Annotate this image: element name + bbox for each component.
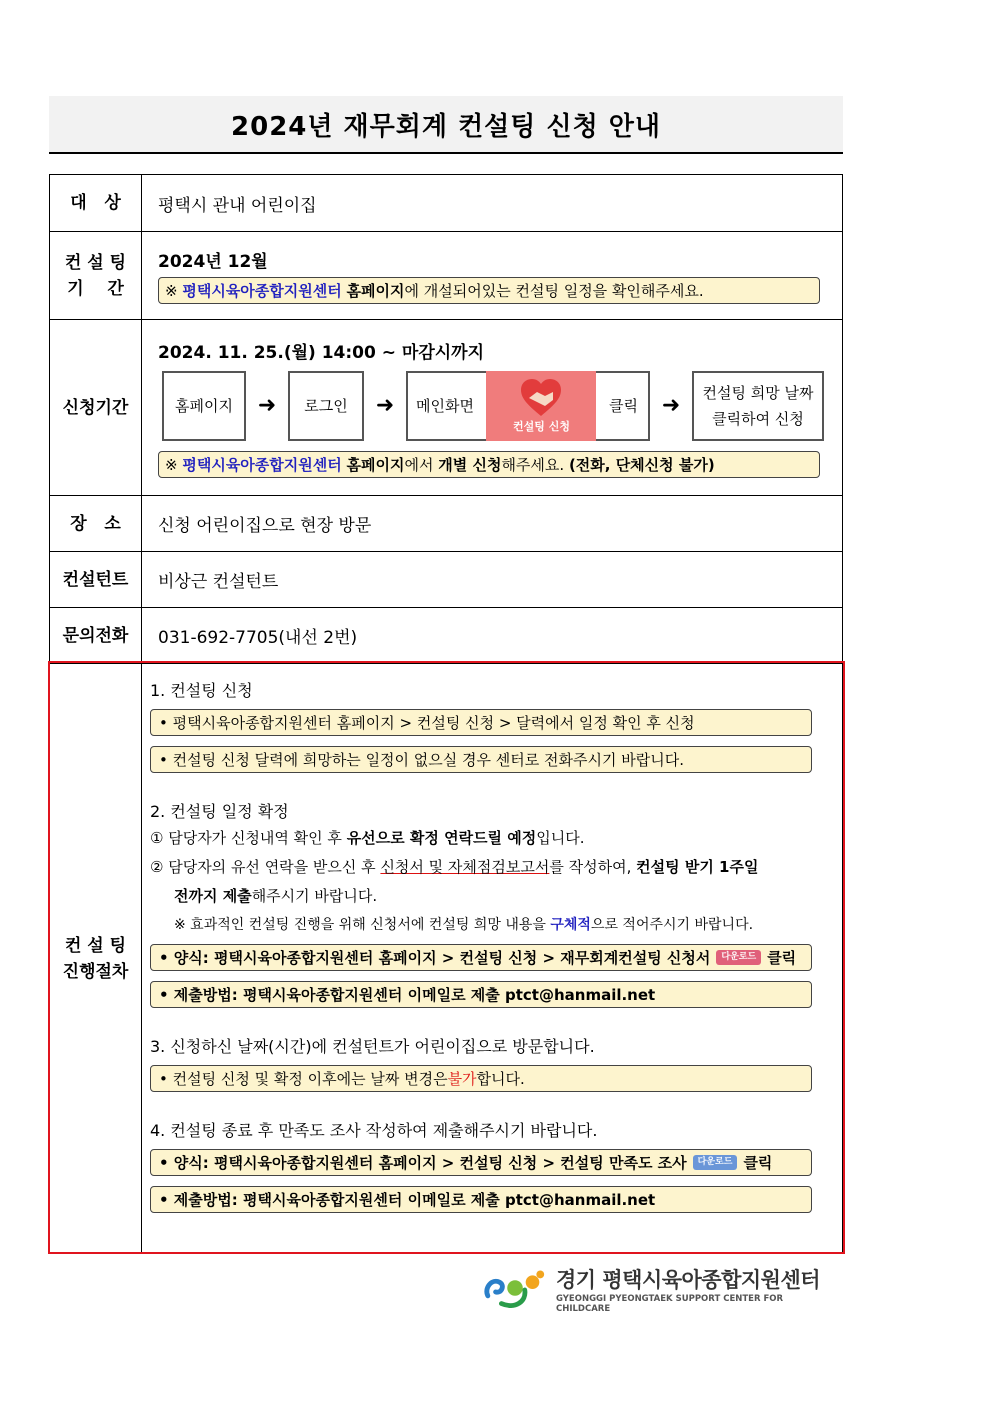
download-badge-2[interactable]: 다운로드 (693, 1155, 738, 1170)
step3-pill1 (150, 1065, 812, 1092)
apply-note-mid: 에서 (404, 455, 439, 474)
flow-click-label: 클릭 (609, 397, 638, 415)
label-place: 장 소 (50, 496, 142, 552)
step2-title: 2. 컨설팅 일정 확정 (150, 802, 289, 821)
title-bar (49, 96, 843, 154)
flow-main-screen (406, 371, 650, 441)
row-period (50, 232, 843, 320)
step3-pill1-b: 불가 (447, 1070, 477, 1088)
row-consultant (50, 552, 843, 608)
step1-pill1: • 평택시육아종합지원센터 홈페이지 > 컨설팅 신청 > 달력에서 일정 확인 후 신청 (150, 709, 812, 736)
value-consultant: 비상근 컨설턴트 (142, 552, 843, 608)
step4-pill1-click: 클릭 (743, 1154, 773, 1172)
step1-pill2: • 컨설팅 신청 달력에 희망하는 일정이 없으실 경우 센터로 전화주시기 바랍니다. (150, 746, 812, 773)
step2-pill1 (150, 944, 812, 971)
step3-title: 3. 신청하신 날짜(시간)에 컨설턴트가 어린이집으로 방문합니다. (150, 1037, 595, 1056)
step2-pill1-click: 클릭 (767, 949, 797, 967)
apply-note-bold: 개별 신청 (438, 455, 502, 474)
step4-pill1-text: • 양식: 평택시육아종합지원센터 홈페이지 > 컨설팅 신청 > 컨설팅 만족도 조사 (159, 1154, 687, 1172)
apply-note-rest: 해주세요. (501, 455, 569, 474)
step3-pill1-a: • 컨설팅 신청 및 확정 이후에는 날짜 변경은 (159, 1070, 448, 1088)
label-period-line1: 컨 설 팅 (64, 252, 127, 273)
flow-select-line1: 컨설팅 희망 날짜 (702, 383, 814, 402)
footer-text (556, 1264, 832, 1314)
step4-pill2: • 제출방법: 평택시육아종합지원센터 이메일로 제출 ptct@hanmail.net (150, 1186, 812, 1213)
step2-line2-a: ② 담당자의 유선 연락을 받으신 후 (150, 858, 381, 876)
period-note-homepage: 홈페이지 (346, 282, 405, 300)
label-target: 대 상 (50, 175, 142, 232)
heart-handshake-icon (519, 378, 563, 418)
step4-title: 4. 컨설팅 종료 후 만족도 조사 작성하여 제출해주시기 바랍니다. (150, 1121, 598, 1140)
value-phone: 031-692-7705(내선 2번) (142, 608, 843, 664)
label-period (50, 232, 142, 320)
apply-date: 2024. 11. 25.(월) 14:00 ~ 마감시까지 (158, 342, 485, 363)
apply-note-center: 평택시육아종합지원센터 (182, 455, 342, 474)
download-badge-1[interactable]: 다운로드 (716, 950, 761, 965)
flow-select-line2: 클릭하여 신청 (712, 409, 804, 428)
period-note-prefix: ※ (165, 282, 183, 300)
label-procedure-line2: 진행절차 (62, 961, 129, 982)
value-period (142, 232, 843, 320)
step2-line2 (150, 853, 836, 882)
step2-line3 (150, 882, 836, 911)
apply-note (158, 451, 820, 478)
step2-line2-c: 를 작성하여, (549, 858, 637, 876)
label-procedure-line1: 컨 설 팅 (64, 935, 127, 956)
row-target (50, 175, 843, 232)
value-target: 평택시 관내 어린이집 (142, 175, 843, 232)
consulting-banner (486, 371, 596, 441)
label-period-line2: 기 간 (67, 278, 124, 299)
flow-select-date (692, 371, 824, 441)
step2-pill1-text: • 양식: 평택시육아종합지원센터 홈페이지 > 컨설팅 신청 > 재무회계컨설팅 신청서 (159, 949, 711, 967)
step2-line1 (150, 824, 836, 853)
step2-line1-c: 입니다. (536, 829, 585, 847)
step2-line4-a: ※ 효과적인 컨설팅 진행을 위해 신청서에 컨설팅 희망 내용을 (174, 917, 551, 933)
flow-login: 로그인 (288, 371, 364, 441)
label-consultant: 컨설턴트 (50, 552, 142, 608)
step2-line1-a: ① 담당자가 신청내역 확인 후 (150, 829, 347, 847)
period-note (158, 277, 820, 304)
apply-flow (162, 371, 841, 441)
step4-pill1 (150, 1149, 812, 1176)
banner-text: 컨설팅 신청 (513, 419, 570, 433)
period-note-center: 평택시육아종합지원센터 (182, 282, 342, 300)
step2-line4 (150, 911, 836, 940)
value-apply (142, 320, 843, 496)
apply-note-paren: (전화, 단체신청 불가) (568, 455, 715, 474)
flow-main-label: 메인화면 (416, 397, 474, 415)
step2-line2-d: 컨설팅 받기 1주일 (636, 858, 759, 876)
step2-line4-b: 구체적 (550, 917, 591, 933)
label-apply: 신청기간 (50, 320, 142, 496)
footer-english: GYEONGGI PYEONGTAEK SUPPORT CENTER FOR CHILDCARE (555, 1294, 784, 1314)
value-place: 신청 어린이집으로 현장 방문 (142, 496, 843, 552)
flow-homepage: 홈페이지 (162, 371, 246, 441)
row-apply (50, 320, 843, 496)
footer-name: 경기 평택시육아종합지원센터 (555, 1268, 821, 1292)
period-note-rest: 에 개설되어있는 컨설팅 일정을 확인해주세요. (404, 282, 704, 300)
info-table (49, 174, 843, 1254)
row-procedure (50, 664, 843, 1254)
step2-pill2: • 제출방법: 평택시육아종합지원센터 이메일로 제출 ptct@hanmail.net (150, 981, 812, 1008)
apply-note-homepage: 홈페이지 (346, 455, 405, 474)
label-procedure (50, 664, 142, 1254)
row-place (50, 496, 843, 552)
arrow-icon: ➜ (375, 393, 395, 418)
value-procedure (142, 664, 843, 1254)
page-title: 2024년 재무회계 컨설팅 신청 안내 (231, 111, 661, 142)
step2-line4-c: 으로 적어주시기 바랍니다. (590, 917, 754, 933)
apply-note-prefix: ※ (165, 455, 183, 474)
step2-line3-a: 전까지 제출 (174, 887, 252, 905)
row-phone (50, 608, 843, 664)
arrow-icon: ➜ (257, 393, 277, 418)
arrow-icon: ➜ (661, 393, 681, 418)
step1-title: 1. 컨설팅 신청 (150, 681, 253, 700)
step2-line2-b: 신청서 및 자체점검보고서 (380, 858, 550, 876)
center-logo-icon (482, 1266, 550, 1312)
period-month: 2024년 12월 (158, 252, 268, 272)
footer-logo (482, 1266, 832, 1312)
step3-pill1-c: 합니다. (476, 1070, 525, 1088)
label-phone: 문의전화 (50, 608, 142, 664)
step2-line3-b: 해주시기 바랍니다. (251, 887, 378, 905)
step2-line1-b: 유선으로 확정 연락드릴 예정 (346, 829, 537, 847)
